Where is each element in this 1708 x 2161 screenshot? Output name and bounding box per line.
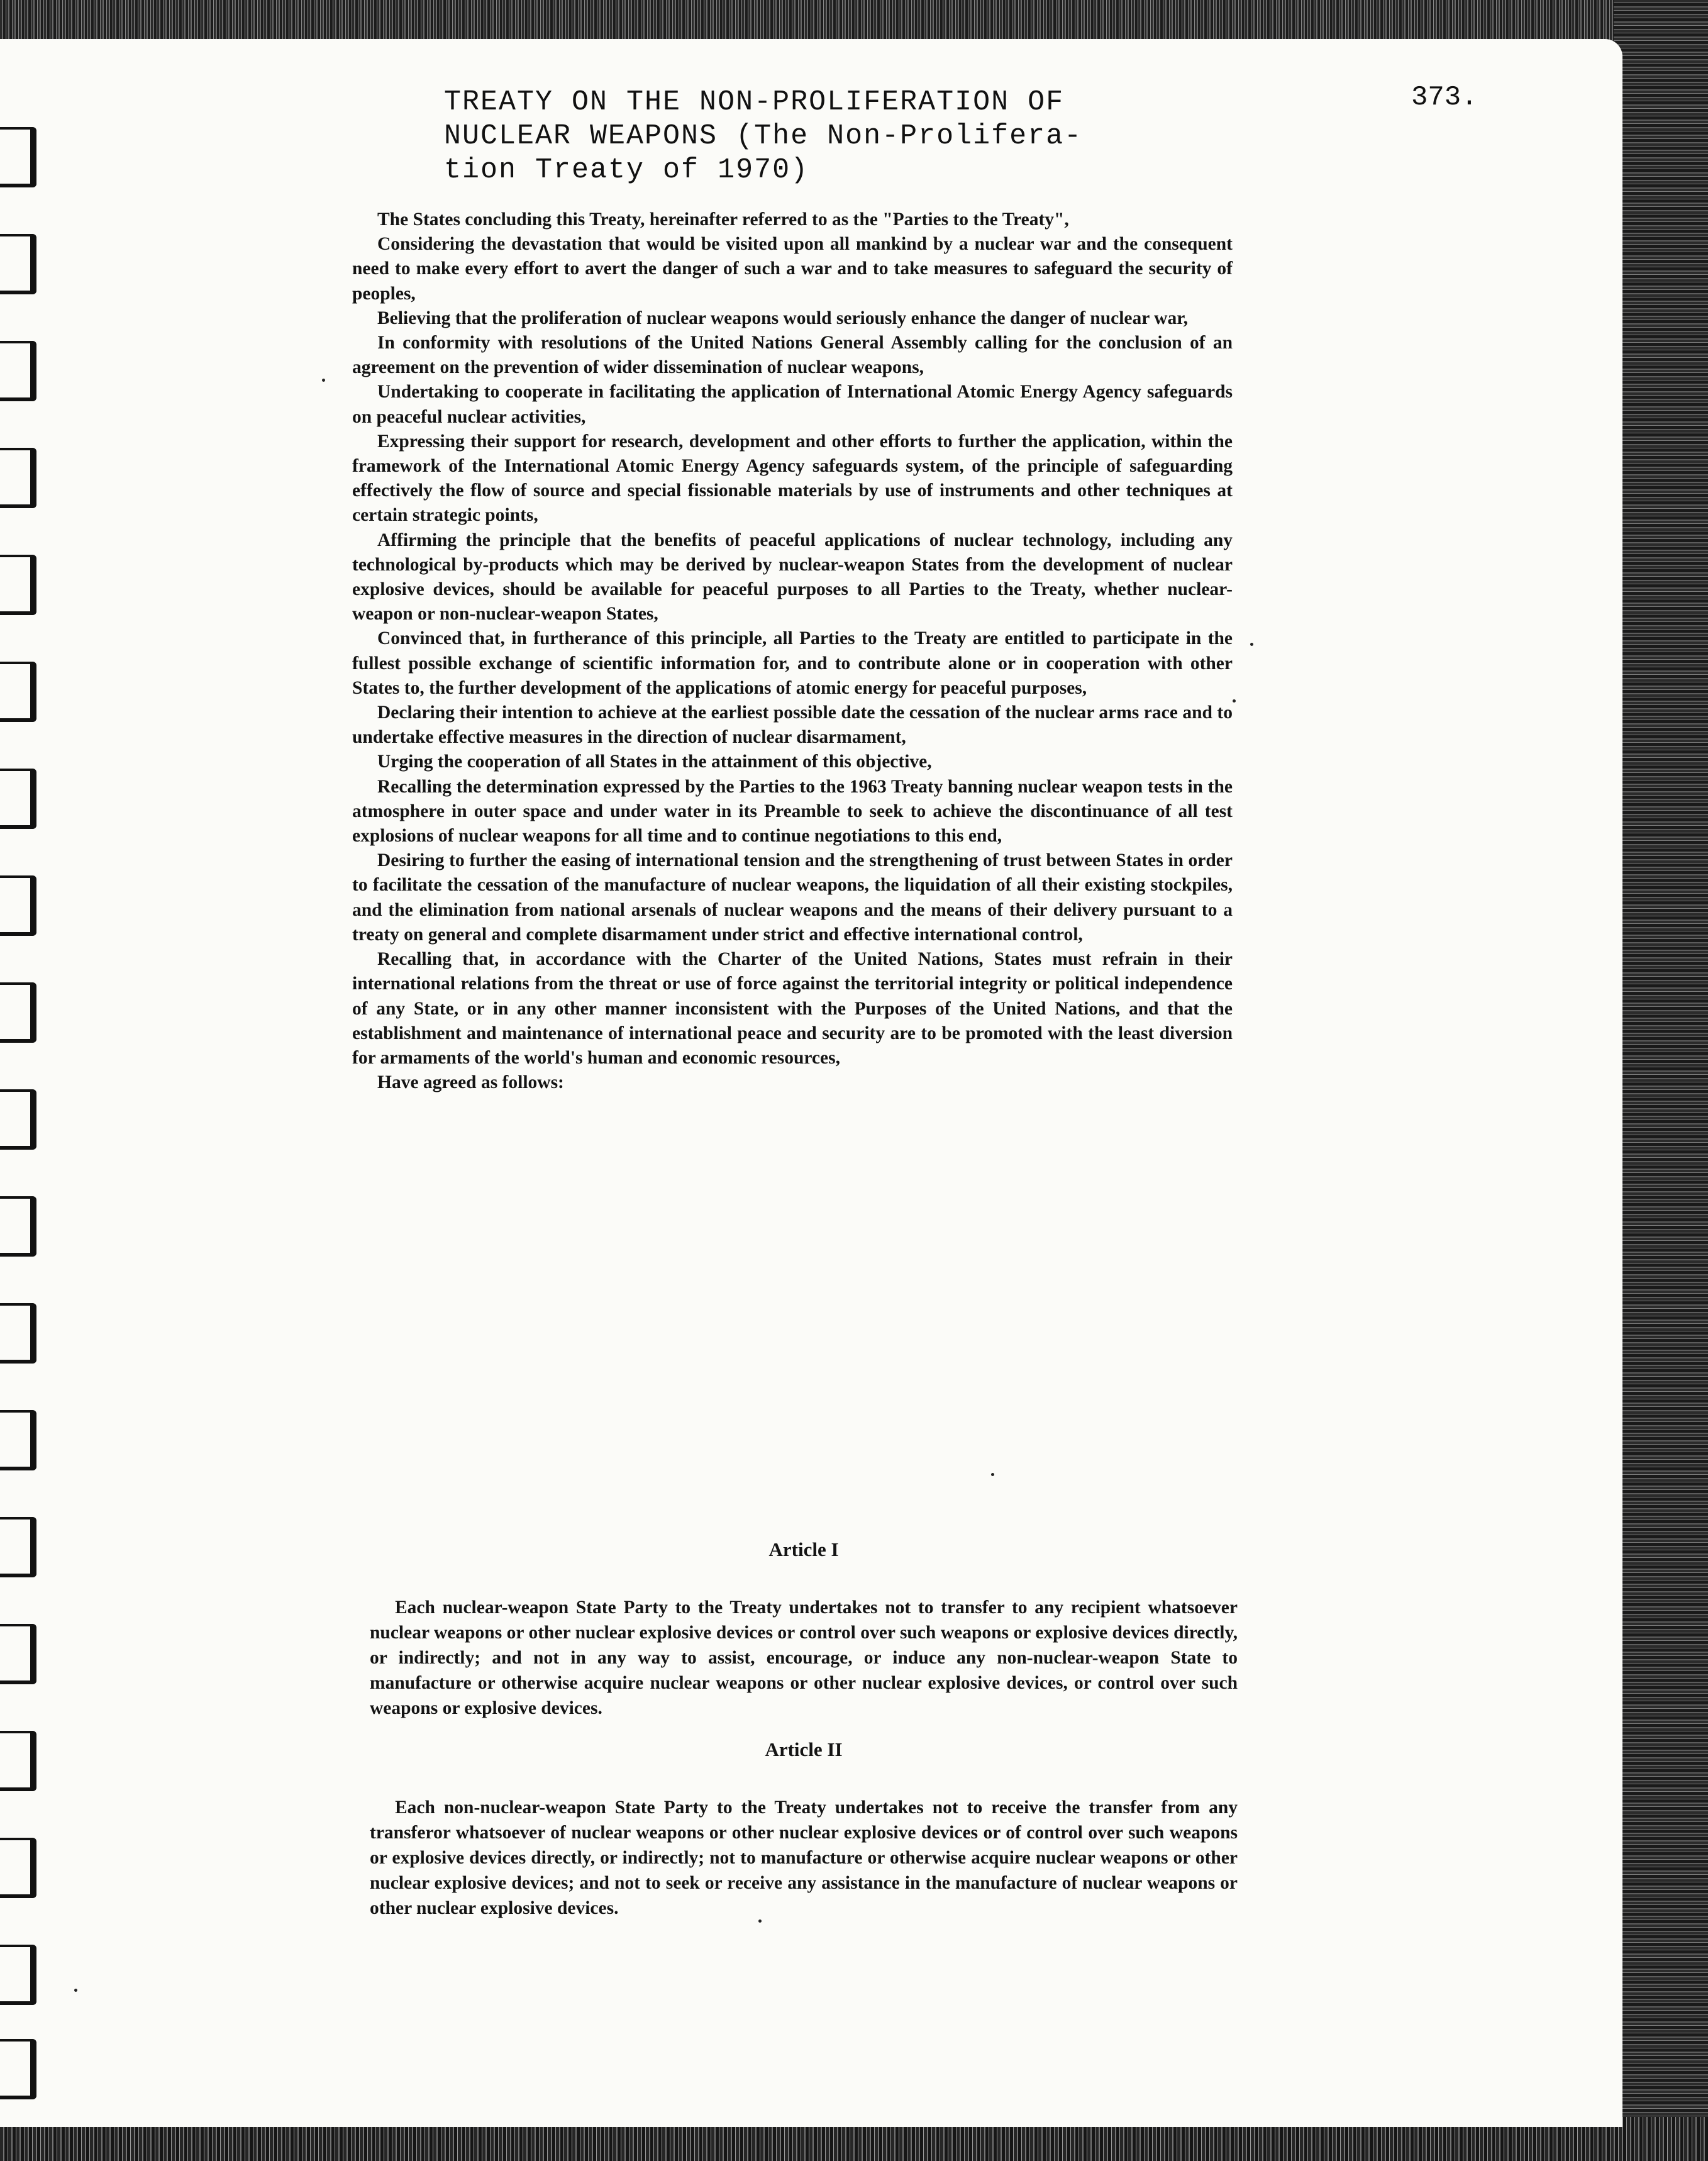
binding-ring <box>0 234 36 294</box>
article-2-text: Each non-nuclear-weapon State Party to the Treaty undertakes not to receive the transfer from any transferor whatsoever of nuclear weapons or other nuclear explosive devices or of control over such weapons or explosive devices directly, or indirectly; not to manufacture or otherwise acquire nuclear weapons or other nuclear explosive devices; and not to seek or receive any assistance in the manufacture of nuclear weapons or other nuclear explosive devices. <box>370 1797 1238 1918</box>
preamble-paragraph: Declaring their intention to achieve at the earliest possible date the cessation of the nuclear arms race and to undertake effective measures in the direction of nuclear disarmament, <box>352 703 1233 748</box>
binding-ring <box>0 1945 36 2005</box>
preamble <box>352 208 1233 1095</box>
preamble-paragraph: Recalling that, in accordance with the Charter of the United Nations, States must refrain in their international relations from the threat or use of force against the territorial integrity or political independence of any State, or in any other manner inconsistent with the Purposes of the United Nations, and that the establishment and maintenance of international peace and security are to be promoted with the least diversion for armaments of the world's human and economic resources, <box>352 949 1233 1068</box>
document-title: TREATY ON THE NON-PROLIFERATION OF NUCLEAR WEAPONS (The Non-Prolifera- tion Treaty of 1970) <box>444 86 1083 186</box>
preamble-paragraph: Recalling the determination expressed by the Parties to the 1963 Treaty banning nuclear weapon tests in the atmosphere in outer space and under water in its Preamble to seek to achieve the discontinuance of all test explosions of nuclear weapons for all time and to continue negotiations to this end, <box>352 776 1233 847</box>
binding-ring <box>0 1731 36 1791</box>
binding-ring <box>0 1838 36 1898</box>
preamble-paragraph: Considering the devastation that would be visited upon all mankind by a nuclear war and the consequent need to make every effort to avert the danger of such a war and to take measures to safeguard the security of peoples, <box>352 234 1233 304</box>
preamble-paragraph: Undertaking to cooperate in facilitating the application of International Atomic Energy Agency safeguards on peaceful nuclear activities, <box>352 382 1233 427</box>
preamble-paragraph: The States concluding this Treaty, hereinafter referred to as the "Parties to the Treaty", <box>377 209 1069 230</box>
preamble-paragraph: Expressing their support for research, development and other efforts to further the application, within the framework of the International Atomic Energy Agency safeguards system, of the principle of safeguarding effectively the flow of source and special fissionable materials by use of instruments and other techniques at certain strategic points, <box>352 431 1233 526</box>
preamble-paragraph: Urging the cooperation of all States in the attainment of this objective, <box>377 752 932 772</box>
scan-speck <box>758 1919 762 1923</box>
scan-speck <box>991 1473 994 1476</box>
preamble-paragraph: Desiring to further the easing of international tension and the strengthening of trust between States in order to facilitate the cessation of the manufacture of nuclear weapons, the liquidation of all their existing stockpiles, and the elimination from national arsenals of nuclear weapons and the means of their delivery pursuant to a treaty on general and complete disarmament under strict and effective international control, <box>352 850 1233 945</box>
binding-ring <box>0 1303 36 1364</box>
article-1-text: Each nuclear-weapon State Party to the Treaty undertakes not to transfer to any recipient whatsoever nuclear weapons or other nuclear explosive devices or control over such weapons or explosive devices directly, or indirectly; and not in any way to assist, encourage, or induce any non-nuclear-weapon State to manufacture or otherwise acquire nuclear weapons or other nuclear explosive devices, or control over such weapons or explosive devices. <box>370 1597 1238 1718</box>
binding-ring <box>0 1624 36 1684</box>
preamble-paragraph: Believing that the proliferation of nuclear weapons would seriously enhance the danger of nuclear war, <box>377 308 1188 328</box>
binding-ring <box>0 2039 36 2099</box>
binding-ring <box>0 1196 36 1257</box>
scan-speck <box>1233 699 1236 703</box>
page-number: 373. <box>1411 82 1478 113</box>
binding-ring <box>0 875 36 936</box>
preamble-paragraph: In conformity with resolutions of the United Nations General Assembly calling for the conclusion of an agreement on the prevention of wider dissemination of nuclear weapons, <box>352 333 1233 378</box>
binding-ring <box>0 1089 36 1150</box>
preamble-paragraph: Affirming the principle that the benefits of peaceful applications of nuclear technology, including any technological by-products which may be derived by nuclear-weapon States from the development of nuclear explosive devices, should be available for peaceful purposes to all Parties to the Treaty, whether nuclear-weapon or non-nuclear-weapon States, <box>352 530 1233 625</box>
binding-ring <box>0 982 36 1043</box>
binding-ring <box>0 448 36 508</box>
preamble-paragraph: Convinced that, in furtherance of this principle, all Parties to the Treaty are entitled to participate in the fullest possible exchange of scientific information for, and to contribute alone or in cooperation with other States to, the further development of the applications of atomic energy for peaceful purposes, <box>352 628 1233 698</box>
binding-ring <box>0 127 36 187</box>
binding-ring <box>0 662 36 722</box>
binding-ring <box>0 769 36 829</box>
scan-speck <box>74 1989 77 1992</box>
article-2 <box>370 1737 1238 1921</box>
scan-speck <box>1250 643 1253 646</box>
binding-ring <box>0 1517 36 1577</box>
article-1-heading: Article I <box>768 1538 839 1560</box>
article-1 <box>370 1537 1238 1721</box>
binding-ring <box>0 555 36 615</box>
scan-speck <box>322 379 325 382</box>
document-page <box>0 39 1622 2127</box>
spiral-binding <box>0 39 88 2127</box>
scan-border-right <box>1614 0 1708 2161</box>
binding-ring <box>0 1410 36 1470</box>
preamble-closing: Have agreed as follows: <box>377 1072 564 1093</box>
article-2-heading: Article II <box>765 1738 843 1760</box>
binding-ring <box>0 341 36 401</box>
